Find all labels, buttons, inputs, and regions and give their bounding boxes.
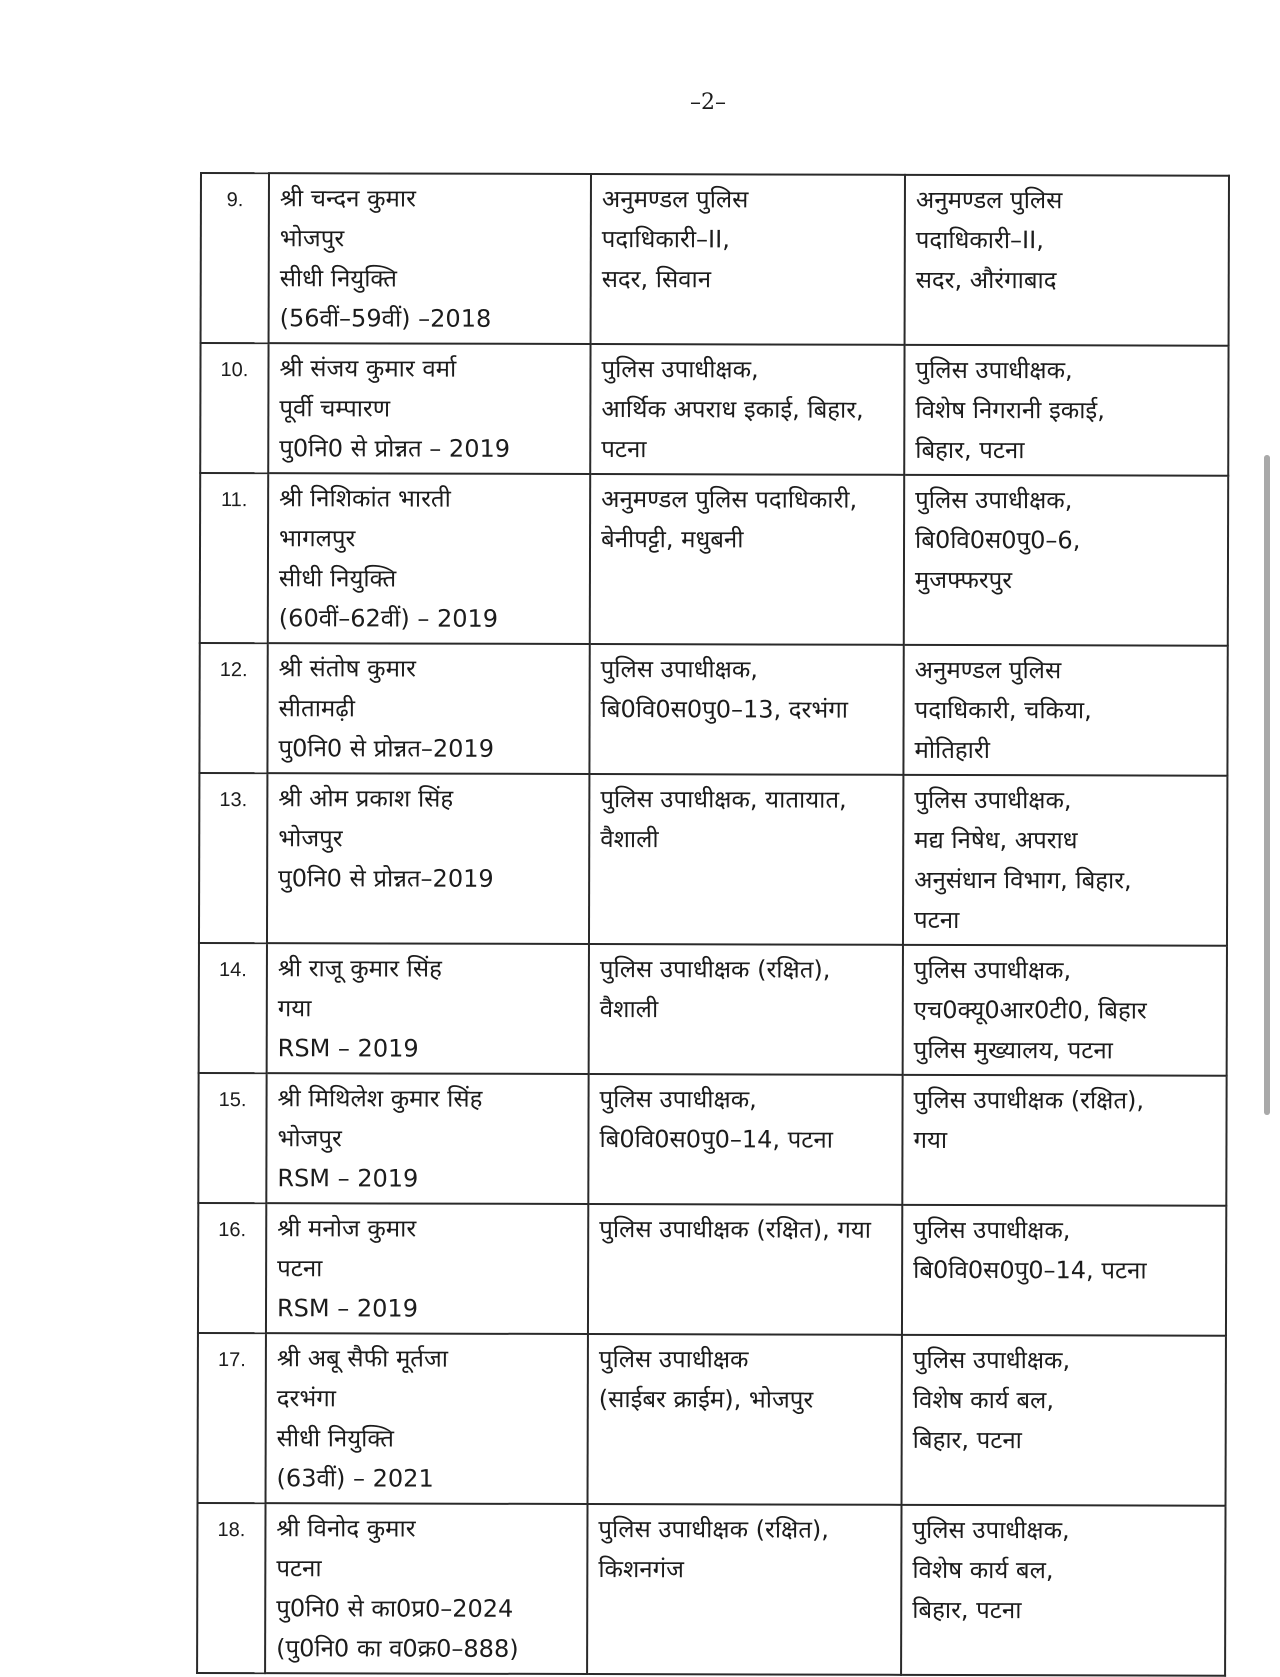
serial-number: 13. [199,773,267,943]
officer-line: दरभंगा [276,1384,336,1413]
officer-line: श्री ओम प्रकाश सिंह [278,784,454,813]
new-posting-cell [903,645,1227,776]
current-posting-cell [589,644,903,775]
new-posting-line: पुलिस उपाधीक्षक, [913,1215,1071,1245]
officer-line: (63वीं) – 2021 [276,1464,434,1493]
officer-line: श्री मिथिलेश कुमार सिंह [277,1084,483,1113]
new-posting-line: पुलिस उपाधीक्षक, [914,785,1072,815]
new-posting-line: पुलिस मुख्यालय, पटना [913,1035,1113,1065]
table-row [199,943,1227,1076]
officer-line: पटना [277,1254,323,1283]
serial-number: 16. [198,1203,266,1333]
new-posting-line: मद्य निषेध, अपराध [914,825,1078,855]
officer-line: RSM – 2019 [277,1164,419,1193]
new-posting-line: पदाधिकारी, चकिया, [914,695,1092,725]
current-posting-line: बेनीपट्टी, मधुबनी [601,525,744,554]
officer-line: RSM – 2019 [276,1294,419,1323]
new-posting-cell [902,1075,1226,1206]
new-posting-cell [903,945,1227,1076]
officer-line: पु0नि0 से प्रोन्नत – 2019 [279,434,511,463]
current-posting-line: सदर, सिवान [601,265,712,294]
new-posting-line: पटना [914,905,960,934]
current-posting-line: पुलिस उपाधीक्षक, [599,1085,757,1114]
table-row [199,773,1227,946]
current-posting-line: आर्थिक अपराध इकाई, बिहार, [601,395,864,424]
officer-line: सीधी नियुक्ति [278,564,397,593]
new-posting-line: बिहार, पटना [912,1595,1022,1625]
table-row [201,173,1229,346]
serial-number: 17. [198,1333,266,1503]
current-posting-line: वैशाली [600,825,659,854]
officer-line: श्री संतोष कुमार [278,654,417,683]
current-posting-line: (साईबर क्राईम), भोजपुर [598,1385,814,1414]
new-posting-line: पुलिस उपाधीक्षक, [915,485,1073,515]
serial-number: 9. [201,173,269,343]
officer-line: RSM – 2019 [277,1034,419,1063]
new-posting-line: विशेष निगरानी इकाई, [915,395,1105,425]
current-posting-line: पुलिस उपाधीक्षक (रक्षित), गया [599,1215,872,1244]
current-posting-line: अनुमण्डल पुलिस पदाधिकारी, [601,485,858,514]
current-posting-line: अनुमण्डल पुलिस [601,185,749,214]
current-posting-cell [587,1504,901,1675]
officer-line: भोजपुर [278,824,343,853]
new-posting-cell [904,345,1228,476]
officer-line: पटना [276,1554,322,1583]
officer-line: पूर्वी चम्पारण [279,394,391,423]
officer-line: श्री मनोज कुमार [277,1214,417,1243]
current-posting-cell [590,474,904,645]
officer-line: भोजपुर [279,224,345,253]
table-row [198,1333,1226,1506]
current-posting-cell [588,1334,902,1505]
new-posting-line: एच0क्यू0आर0टी0, बिहार [913,995,1147,1025]
officer-line: श्री राजू कुमार सिंह [277,954,442,983]
current-posting-line: पटना [601,435,647,464]
current-posting-line: वैशाली [599,995,659,1024]
table-row [200,473,1228,646]
new-posting-line: पुलिस उपाधीक्षक, [913,955,1072,985]
new-posting-line: अनुमण्डल पुलिस [915,185,1063,215]
officer-line: सीधी नियुक्ति [279,264,398,293]
current-posting-line: बि0वि0स0पु0–13, दरभंगा [600,695,849,724]
new-posting-line: मोतिहारी [914,735,990,765]
officer-cell [268,343,590,474]
scrollbar-thumb[interactable] [1264,455,1270,1115]
new-posting-line: गया [913,1125,948,1154]
officer-line: (60वीं–62वीं) – 2019 [278,604,499,633]
current-posting-line: बि0वि0स0पु0–14, पटना [599,1125,833,1154]
current-posting-line: पुलिस उपाधीक्षक [598,1345,749,1374]
current-posting-line: किशनगंज [598,1555,684,1584]
current-posting-line: पदाधिकारी–II, [601,225,730,254]
new-posting-cell [901,1505,1225,1676]
table-row [199,643,1227,776]
officer-cell [265,1503,587,1674]
current-posting-cell [589,944,903,1075]
new-posting-line: विशेष कार्य बल, [912,1385,1055,1415]
table-row [200,343,1228,476]
new-posting-line: पुलिस उपाधीक्षक, [912,1345,1071,1375]
current-posting-cell [589,774,903,945]
officer-cell [269,173,591,344]
current-posting-cell [588,1074,902,1205]
serial-number: 10. [200,343,268,473]
new-posting-cell [905,175,1229,346]
officer-line: सीधी नियुक्ति [276,1424,394,1453]
officer-cell [267,643,589,774]
new-posting-cell [902,1205,1226,1336]
officer-line: सीतामढ़ी [278,694,356,723]
new-posting-line: बि0वि0स0पु0–6, [915,525,1081,555]
new-posting-line: मुजफ्फरपुर [914,565,1013,595]
new-posting-line: पुलिस उपाधीक्षक (रक्षित), [913,1085,1145,1115]
officer-cell [266,1333,588,1504]
table-body [197,173,1229,1676]
officer-cell [266,1073,588,1204]
new-posting-line: बि0वि0स0पु0–14, पटना [913,1255,1147,1285]
current-posting-line: पुलिस उपाधीक्षक, यातायात, [600,785,847,814]
new-posting-line: विशेष कार्य बल, [912,1555,1054,1585]
new-posting-cell [903,775,1227,946]
officer-line: पु0नि0 से प्रोन्नत–2019 [278,734,495,763]
officer-line: भोजपुर [277,1124,342,1153]
new-posting-line: अनुमण्डल पुलिस [914,655,1062,685]
officer-line: (56वीं–59वीं) –2018 [279,304,492,333]
new-posting-cell [902,1335,1226,1506]
serial-number: 12. [199,643,267,773]
officer-cell [267,943,589,1074]
current-posting-cell [590,344,904,475]
page-number: –2– [690,90,726,115]
officer-cell [267,773,589,944]
transfer-table [196,172,1230,1677]
serial-number: 14. [199,943,267,1073]
officer-line: श्री चन्दन कुमार [279,184,416,213]
officer-line: श्री संजय कुमार वर्मा [279,354,457,383]
serial-number: 18. [197,1503,265,1673]
officer-line: (पु0नि0 का व0क्र0–888) [276,1634,519,1663]
officer-cell [268,473,590,644]
new-posting-line: बिहार, पटना [912,1425,1022,1455]
serial-number: 11. [200,473,268,643]
officer-line: गया [277,994,312,1023]
new-posting-line: अनुसंधान विभाग, बिहार, [914,865,1132,895]
current-posting-line: पुलिस उपाधीक्षक (रक्षित), [598,1515,829,1544]
current-posting-line: पुलिस उपाधीक्षक, [600,655,758,684]
officer-line: श्री विनोद कुमार [276,1514,416,1543]
new-posting-cell [904,475,1228,646]
vertical-scrollbar[interactable] [1264,455,1270,1115]
table-row [198,1203,1226,1336]
current-posting-cell [588,1204,902,1335]
current-posting-cell [591,174,905,345]
new-posting-line: पदाधिकारी–II, [915,225,1044,255]
officer-cell [266,1203,588,1334]
officer-line: पु0नि0 से का0प्र0–2024 [276,1594,514,1623]
officer-line: श्री निशिकांत भारती [279,484,451,513]
new-posting-line: पुलिस उपाधीक्षक, [915,355,1073,385]
current-posting-line: पुलिस उपाधीक्षक (रक्षित), [599,955,831,984]
new-posting-line: बिहार, पटना [915,435,1025,465]
officer-line: श्री अबू सैफी मूर्तजा [276,1344,449,1373]
new-posting-line: पुलिस उपाधीक्षक, [912,1515,1070,1545]
current-posting-line: पुलिस उपाधीक्षक, [601,355,759,384]
officer-line: भागलपुर [279,524,356,553]
new-posting-line: सदर, औरंगाबाद [915,265,1057,295]
serial-number: 15. [198,1073,266,1203]
table-row [198,1073,1226,1206]
officer-line: पु0नि0 से प्रोन्नत–2019 [278,864,494,893]
